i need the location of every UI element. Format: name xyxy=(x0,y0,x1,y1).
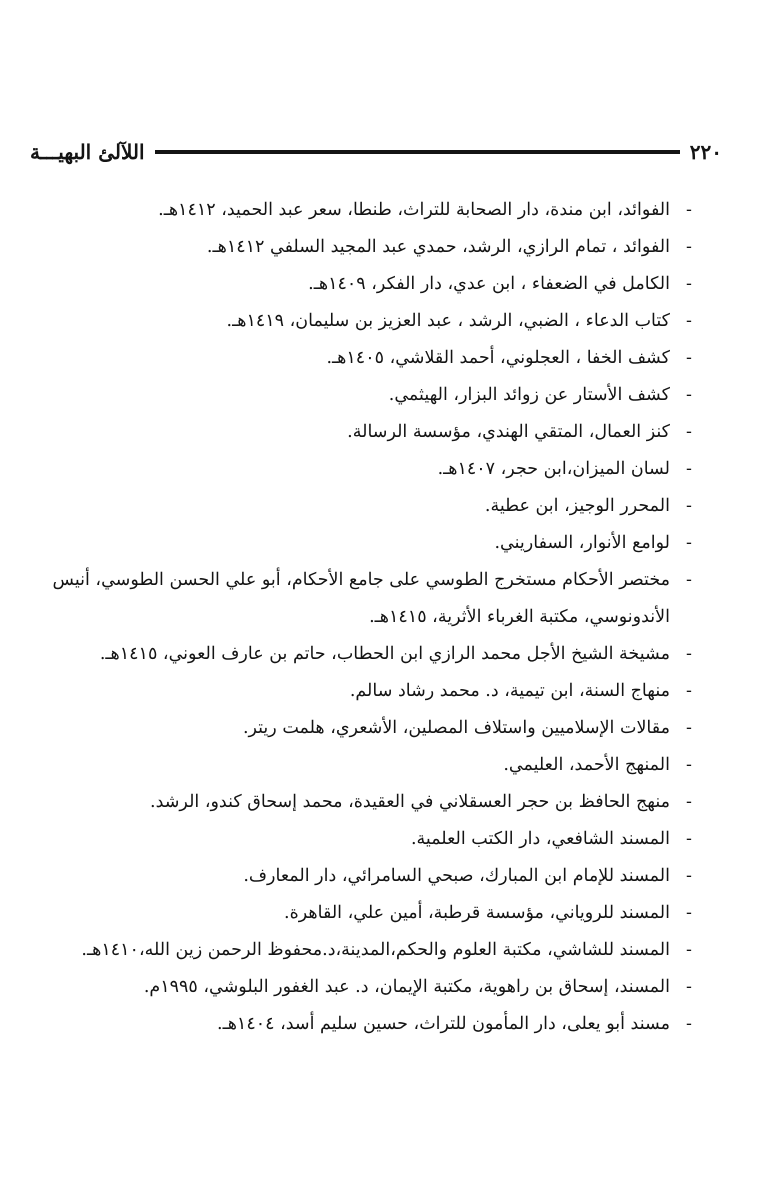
bibliography-entry xyxy=(40,636,700,673)
bibliography-entry xyxy=(40,562,700,636)
list-dash: - xyxy=(686,274,692,294)
bibliography-entry xyxy=(40,969,700,1006)
header-rule xyxy=(155,150,680,154)
entry-text: كنز العمال، المتقي الهندي، مؤسسة الرسالة. xyxy=(347,422,670,442)
entry-text: المسند للإمام ابن المبارك، صبحي السامرائي، دار المعارف. xyxy=(243,866,670,886)
list-dash: - xyxy=(686,977,692,997)
bibliography-entry xyxy=(40,303,700,340)
bibliography-entry xyxy=(40,932,700,969)
entry-text: كشف الأستار عن زوائد البزار، الهيثمي. xyxy=(388,385,670,405)
bibliography-entry xyxy=(40,377,700,414)
entry-text: الكامل في الضعفاء ، ابن عدي، دار الفكر، ١٤٠٩هـ. xyxy=(308,274,670,294)
bibliography-entry xyxy=(40,1006,700,1043)
list-dash: - xyxy=(686,422,692,442)
entry-text: الفوائد ، تمام الرازي، الرشد، حمدي عبد المجيد السلفي ١٤١٢هـ. xyxy=(206,237,670,257)
bibliography-entry xyxy=(40,821,700,858)
bibliography-entry xyxy=(40,747,700,784)
entry-text: المحرر الوجيز، ابن عطية. xyxy=(484,496,670,516)
bibliography-list xyxy=(40,192,700,1043)
bibliography-entry xyxy=(40,858,700,895)
bibliography-entry xyxy=(40,710,700,747)
list-dash: - xyxy=(686,385,692,405)
bibliography-entry xyxy=(40,340,700,377)
list-dash: - xyxy=(686,348,692,368)
entry-text: المسند للشاشي، مكتبة العلوم والحكم،المدينة،د.محفوظ الرحمن زين الله،١٤١٠هـ. xyxy=(81,940,670,960)
entry-text: مقالات الإسلاميين واستلاف المصلين، الأشعري، هلمت ريتر. xyxy=(242,718,670,738)
list-dash: - xyxy=(686,718,692,738)
entry-text: المسند الشافعي، دار الكتب العلمية. xyxy=(410,829,670,849)
entry-text: مشيخة الشيخ الأجل محمد الرازي ابن الحطاب، حاتم بن عارف العوني، ١٤١٥هـ. xyxy=(99,644,670,664)
entry-text: مسند أبو يعلى، دار المأمون للتراث، حسين سليم أسد، ١٤٠٤هـ. xyxy=(217,1014,670,1034)
bibliography-entry xyxy=(40,414,700,451)
list-dash: - xyxy=(686,792,692,812)
entry-text: لوامع الأنوار، السفاريني. xyxy=(494,533,670,553)
entry-text: منهاج السنة، ابن تيمية، د. محمد رشاد سالم. xyxy=(349,681,670,701)
list-dash: - xyxy=(686,866,692,886)
entry-text: المسند للروياني، مؤسسة قرطبة، أمين علي، القاهرة. xyxy=(284,903,670,923)
list-dash: - xyxy=(686,459,692,479)
bibliography-entry xyxy=(40,895,700,932)
list-dash: - xyxy=(686,200,692,220)
list-dash: - xyxy=(686,496,692,516)
list-dash: - xyxy=(686,570,692,590)
list-dash: - xyxy=(686,681,692,701)
page-header xyxy=(30,132,722,172)
bibliography-entry xyxy=(40,229,700,266)
entry-text: مختصر الأحكام مستخرج الطوسي على جامع الأحكام، أبو علي الحسن الطوسي، أنيس الأندونوسي، مكتبة الغرباء الأثرية، ١٤١٥هـ. xyxy=(52,570,670,627)
entry-text: لسان الميزان،ابن حجر، ١٤٠٧هـ. xyxy=(437,459,670,479)
entry-text: كشف الخفا ، العجلوني، أحمد القلاشي، ١٤٠٥هـ. xyxy=(326,348,670,368)
bibliography-entry xyxy=(40,525,700,562)
list-dash: - xyxy=(686,755,692,775)
entry-text: المنهج الأحمد، العليمي. xyxy=(503,755,670,775)
entry-text: منهج الحافظ بن حجر العسقلاني في العقيدة، محمد إسحاق كندو، الرشد. xyxy=(150,792,670,812)
list-dash: - xyxy=(686,1014,692,1034)
list-dash: - xyxy=(686,237,692,257)
entry-text: كتاب الدعاء ، الضبي، الرشد ، عبد العزيز بن سليمان، ١٤١٩هـ. xyxy=(226,311,670,331)
bibliography-entry xyxy=(40,673,700,710)
list-dash: - xyxy=(686,940,692,960)
page-number: ٢٢٠ xyxy=(689,140,722,164)
list-dash: - xyxy=(686,311,692,331)
entry-text: المسند، إسحاق بن راهوية، مكتبة الإيمان، د. عبد الغفور البلوشي، ١٩٩٥م. xyxy=(143,977,670,997)
entry-text: الفوائد، ابن مندة، دار الصحابة للتراث، طنطا، سعر عبد الحميد، ١٤١٢هـ. xyxy=(158,200,670,220)
bibliography-entry xyxy=(40,784,700,821)
bibliography-entry xyxy=(40,266,700,303)
bibliography-entry xyxy=(40,488,700,525)
running-title: اللآلئ البهيـــة xyxy=(30,140,145,164)
bibliography-entry xyxy=(40,192,700,229)
bibliography-entry xyxy=(40,451,700,488)
list-dash: - xyxy=(686,533,692,553)
list-dash: - xyxy=(686,644,692,664)
list-dash: - xyxy=(686,829,692,849)
list-dash: - xyxy=(686,903,692,923)
